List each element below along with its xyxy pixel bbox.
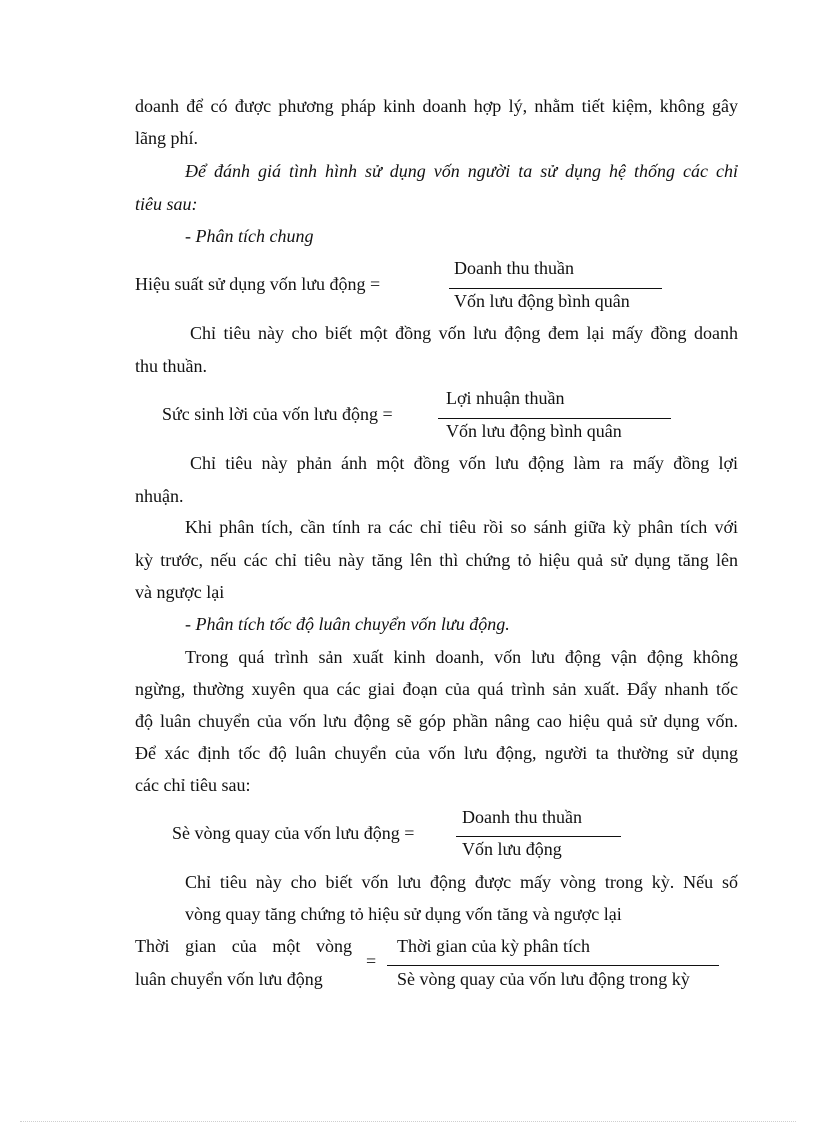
fraction-bar bbox=[456, 836, 621, 837]
paragraph-line: Chỉ tiêu này phản ánh một đồng vốn lưu động làm ra mấy đồng lợi bbox=[190, 453, 738, 473]
paragraph-line: các chỉ tiêu sau: bbox=[135, 775, 251, 795]
formula-denominator: Vốn lưu động bình quân bbox=[446, 421, 622, 441]
paragraph-line: thu thuần. bbox=[135, 356, 207, 376]
paragraph-line: doanh để có được phương pháp kinh doanh hợp lý, nhằm tiết kiệm, không gây bbox=[135, 96, 738, 116]
paragraph-line: kỳ trước, nếu các chỉ tiêu này tăng lên thì chứng tỏ hiệu quả sử dụng tăng lên bbox=[135, 550, 738, 570]
fraction-bar bbox=[438, 418, 671, 419]
formula-numerator: Lợi nhuận thuần bbox=[446, 388, 565, 408]
page-bottom-border bbox=[20, 1121, 796, 1122]
formula-label: Hiệu suất sử dụng vốn lưu động = bbox=[135, 274, 381, 294]
formula-numerator: Doanh thu thuần bbox=[454, 258, 574, 278]
paragraph-line: Để xác định tốc độ luân chuyển của vốn lưu động, người ta thường sử dụng bbox=[135, 743, 738, 763]
paragraph-line: vòng quay tăng chứng tỏ hiệu sử dụng vốn tăng và ngược lại bbox=[185, 904, 622, 924]
fraction-bar bbox=[449, 288, 662, 289]
paragraph-line: Để đánh giá tình hình sử dụng vốn người ta sử dụng hệ thống các chỉ bbox=[185, 161, 738, 181]
equals-sign: = bbox=[366, 951, 377, 971]
section-heading: - Phân tích tốc độ luân chuyển vốn lưu động. bbox=[185, 614, 510, 634]
formula-denominator: Vốn lưu động bbox=[462, 839, 562, 859]
paragraph-line: và ngược lại bbox=[135, 582, 225, 602]
formula-denominator: Sè vòng quay của vốn lưu động trong kỳ bbox=[397, 969, 690, 989]
formula-label: Thời gian của một vòng bbox=[135, 936, 352, 956]
paragraph-line: Trong quá trình sản xuất kinh doanh, vốn lưu động vận động không bbox=[185, 647, 738, 667]
paragraph-line: Chỉ tiêu này cho biết một đồng vốn lưu động đem lại mấy đồng doanh bbox=[190, 323, 738, 343]
formula-numerator: Doanh thu thuần bbox=[462, 807, 582, 827]
paragraph-line: ngừng, thường xuyên qua các giai đoạn của quá trình sản xuất. Đẩy nhanh tốc bbox=[135, 679, 738, 699]
paragraph-line: nhuận. bbox=[135, 486, 184, 506]
formula-label: Sè vòng quay của vốn lưu động = bbox=[172, 823, 415, 843]
formula-numerator: Thời gian của kỳ phân tích bbox=[397, 936, 590, 956]
fraction-bar bbox=[387, 965, 719, 966]
paragraph-line: lãng phí. bbox=[135, 128, 198, 148]
formula-label: luân chuyển vốn lưu động bbox=[135, 969, 323, 989]
paragraph-line: Chỉ tiêu này cho biết vốn lưu động được mấy vòng trong kỳ. Nếu số bbox=[185, 872, 738, 892]
section-heading: - Phân tích chung bbox=[185, 226, 314, 246]
paragraph-line: độ luân chuyển của vốn lưu động sẽ góp phần nâng cao hiệu quả sử dụng vốn. bbox=[135, 711, 738, 731]
paragraph-line: tiêu sau: bbox=[135, 194, 198, 214]
formula-label: Sức sinh lời của vốn lưu động = bbox=[162, 404, 393, 424]
formula-denominator: Vốn lưu động bình quân bbox=[454, 291, 630, 311]
paragraph-line: Khi phân tích, cần tính ra các chỉ tiêu rồi so sánh giữa kỳ phân tích với bbox=[185, 517, 738, 537]
